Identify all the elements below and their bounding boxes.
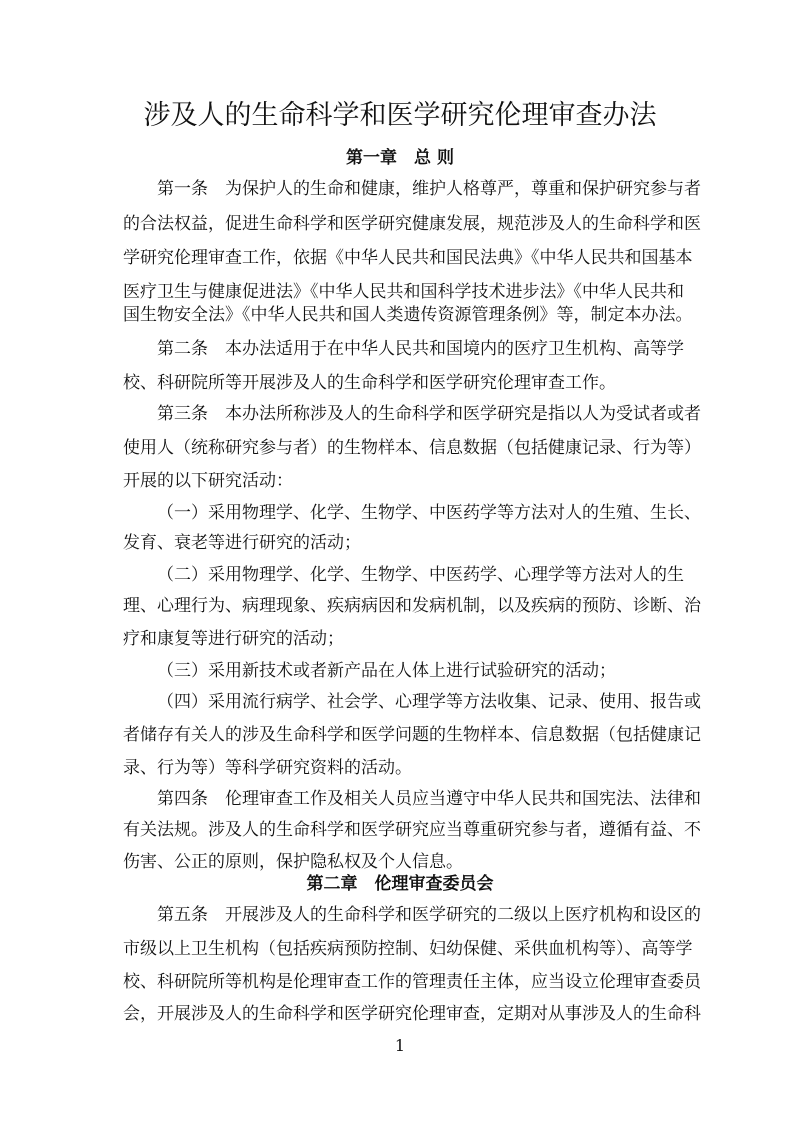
text-line: 校、科研院所等开展涉及人的生命科学和医学研究伦理审查工作。 [123, 373, 616, 393]
text-line: （三）采用新技术或者新产品在人体上进行试验研究的活动； [157, 661, 616, 681]
text-line: 的合法权益，促进生命科学和医学研究健康发展，规范涉及人的生命科学和医 [123, 214, 701, 234]
text-line: 使用人（统称研究参与者）的生物样本、信息数据（包括健康记录、行为等） [123, 438, 701, 458]
text-line: 疗和康复等进行研究的活动； [123, 629, 344, 649]
text-line: 第五条 开展涉及人的生命科学和医学研究的二级以上医疗机构和设区的 [157, 905, 701, 925]
text-line: 市级以上卫生机构（包括疾病预防控制、妇幼保健、采供血机构等）、高等学 [123, 939, 693, 959]
text-line: 第三条 本办法所称涉及人的生命科学和医学研究是指以人为受试者或者 [157, 404, 701, 424]
text-line: 录、行为等）等科学研究资料的活动。 [123, 758, 412, 778]
text-line: 学研究伦理审查工作，依据《中华人民共和国民法典》《中华人民共和国基本 [123, 248, 693, 268]
text-line: 校、科研院所等机构是伦理审查工作的管理责任主体，应当设立伦理审查委员 [123, 972, 701, 992]
text-line: 第二条 本办法适用于在中华人民共和国境内的医疗卫生机构、高等学 [157, 339, 684, 359]
chapter-heading-2: 第二章 伦理审查委员会 [306, 874, 494, 894]
text-line: 伤害、公正的原则，保护隐私权及个人信息。 [123, 852, 463, 872]
document-title: 涉及人的生命科学和医学研究伦理审查办法 [143, 100, 657, 131]
text-line: （一）采用物理学、化学、生物学、中医药学等方法对人的生殖、生长、 [157, 503, 701, 523]
text-line: （二）采用物理学、化学、生物学、中医药学、心理学等方法对人的生 [157, 565, 684, 585]
text-line: 医疗卫生与健康促进法》《中华人民共和国科学技术进步法》《中华人民共和 [123, 282, 684, 302]
text-line: 理、心理行为、病理现象、疾病病因和发病机制，以及疾病的预防、诊断、治 [123, 596, 701, 616]
text-line: 国生物安全法》《中华人民共和国人类遗传资源管理条例》等，制定本办法。 [123, 305, 693, 325]
text-line: 第一条 为保护人的生命和健康，维护人格尊严，尊重和保护研究参与者 [157, 179, 701, 199]
text-line: 第四条 伦理审查工作及相关人员应当遵守中华人民共和国宪法、法律和 [157, 789, 701, 809]
text-line: 会，开展涉及人的生命科学和医学研究伦理审查，定期对从事涉及人的生命科 [123, 1004, 701, 1024]
chapter-heading-1: 第一章 总 则 [346, 148, 454, 168]
text-line: 发育、衰老等进行研究的活动； [123, 533, 361, 553]
text-line: 有关法规。涉及人的生命科学和医学研究应当尊重研究参与者，遵循有益、不 [123, 820, 701, 840]
page-number: 1 [394, 1036, 406, 1055]
text-line: 者储存有关人的涉及生命科学和医学问题的生物样本、信息数据（包括健康记 [123, 725, 701, 745]
text-line: （四）采用流行病学、社会学、心理学等方法收集、记录、使用、报告或 [157, 692, 701, 712]
text-line: 开展的以下研究活动： [123, 471, 293, 491]
